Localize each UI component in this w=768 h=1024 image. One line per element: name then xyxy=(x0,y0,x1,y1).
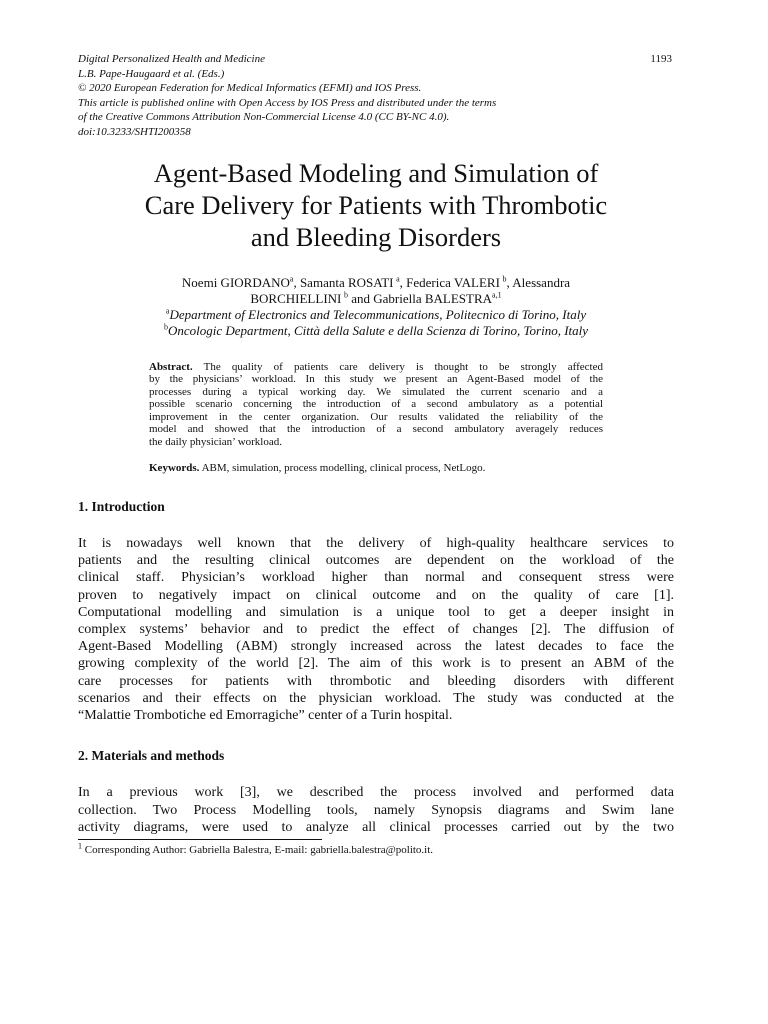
body-line: care processes for patients with thrombotic and bleeding disorders with different xyxy=(78,673,674,689)
author-sup: a xyxy=(289,274,294,284)
affiliation xyxy=(78,323,674,339)
body-line: activity diagrams, were used to analyze all clinical processes carried out by the two xyxy=(78,819,674,835)
author-name: , Samanta ROSATI xyxy=(293,274,394,290)
abstract-line: improvement in the center organization. Our results validated the reliability of the xyxy=(149,410,603,423)
affiliations xyxy=(78,307,674,339)
abstract-line: processes during a typical working day. We simulated the current scenario and a xyxy=(149,385,603,398)
abstract-line: model and showed that the introduction of a second ambulatory averagely reduces xyxy=(149,423,603,436)
body-line: collection. Two Process Modelling tools, namely Synopsis diagrams and Swim lane xyxy=(78,802,674,818)
paper-page xyxy=(78,52,674,857)
body-line: growing complexity of the world [2]. The aim of this work is to present an ABM of the xyxy=(78,656,674,672)
title-line: Agent-Based Modeling and Simulation of xyxy=(153,157,599,188)
body-line: It is nowadays well known that the delivery of high-quality healthcare services to xyxy=(78,536,674,552)
body-line: clinical staff. Physician’s workload higher than normal and consequent stress were xyxy=(78,570,674,586)
section-body xyxy=(78,535,674,724)
page-number: 1193 xyxy=(650,53,672,65)
footnote-sup: 1 xyxy=(78,841,82,851)
author-name: Noemi GIORDANO xyxy=(181,274,290,290)
body-line: proven to negatively impact on clinical outcome and on the quality of care [1]. xyxy=(78,587,674,603)
author-list xyxy=(78,275,674,307)
doi: doi:10.3233/SHTI200358 xyxy=(78,125,191,138)
affiliation-text: Department of Electronics and Telecommunications, Politecnico di Torino, Italy xyxy=(169,306,587,322)
affiliation xyxy=(78,307,674,323)
header-line: This article is published online with Open Access by IOS Press and distributed under the terms xyxy=(78,96,497,109)
abstract-line: possible scenario concerning the introduction of a second ambulatory as a potential xyxy=(149,398,603,411)
abstract-line: Abstract. The quality of patients care delivery is thought to be strongly affected xyxy=(149,360,603,373)
author-name: and Gabriella BALESTRA xyxy=(347,290,493,306)
affiliation-sup: b xyxy=(163,322,168,332)
header-line: of the Creative Commons Attribution Non-Commercial License 4.0 (CC BY-NC 4.0). xyxy=(78,111,450,124)
paper-title xyxy=(78,157,674,253)
title-line: and Bleeding Disorders xyxy=(250,221,502,252)
keywords-text: ABM, simulation, process modelling, clinical process, NetLogo. xyxy=(199,462,486,475)
body-line: scenarios and their effects on the physician workload. The study was conducted at the xyxy=(78,690,674,706)
section-body xyxy=(78,784,674,836)
affiliation-sup: a xyxy=(165,306,170,316)
abstract-line: the daily physician’ workload. xyxy=(149,435,282,448)
header-line: Digital Personalized Health and Medicine xyxy=(78,53,265,65)
footnote-rule xyxy=(78,839,322,840)
journal-header xyxy=(78,52,674,140)
abstract-line: by the physicians’ workload. In this study we present an Agent-Based model of the xyxy=(149,373,603,386)
author-sup: b xyxy=(343,290,348,300)
affiliation-text: Oncologic Department, Città della Salute e della Scienza di Torino, Torino, Italy xyxy=(167,322,589,338)
header-line: © 2020 European Federation for Medical Informatics (EFMI) and IOS Press. xyxy=(78,82,422,95)
body-line: Computational modelling and simulation is a unique tool to get a deeper insight in xyxy=(78,604,674,620)
body-line: patients and the resulting clinical outcomes are dependent on the workload of the xyxy=(78,553,674,569)
title-line: Care Delivery for Patients with Thrombotic xyxy=(144,189,608,220)
section-heading: 1. Introduction xyxy=(78,499,165,515)
abstract-label: Abstract. xyxy=(149,360,193,373)
author-name: , Federica VALERI xyxy=(399,274,500,290)
footnote-text: Corresponding Author: Gabriella Balestra, E-mail: gabriella.balestra@polito.it. xyxy=(82,843,434,856)
section-heading: 2. Materials and methods xyxy=(78,748,225,764)
body-line: “Malattie Trombotiche ed Emorragiche” center of a Turin hospital. xyxy=(78,708,453,724)
body-line: complex systems’ behavior and to predict the effect of changes [2]. The diffusion of xyxy=(78,622,674,638)
author-sup: a xyxy=(396,274,400,284)
keywords xyxy=(149,462,603,475)
keywords-label: Keywords. xyxy=(149,462,200,475)
abstract xyxy=(149,361,603,449)
author-sup: a,1 xyxy=(492,290,502,300)
author-sup: b xyxy=(502,274,507,284)
body-line: In a previous work [3], we described the process involved and performed data xyxy=(78,785,674,801)
body-line: Agent-Based Modelling (ABM) strongly increased across the latest decades to face the xyxy=(78,639,674,655)
author-name: , Alessandra xyxy=(506,274,571,290)
footnote xyxy=(78,841,674,857)
author-name: BORCHIELLINI xyxy=(250,290,342,306)
header-line: L.B. Pape-Haugaard et al. (Eds.) xyxy=(78,67,225,80)
